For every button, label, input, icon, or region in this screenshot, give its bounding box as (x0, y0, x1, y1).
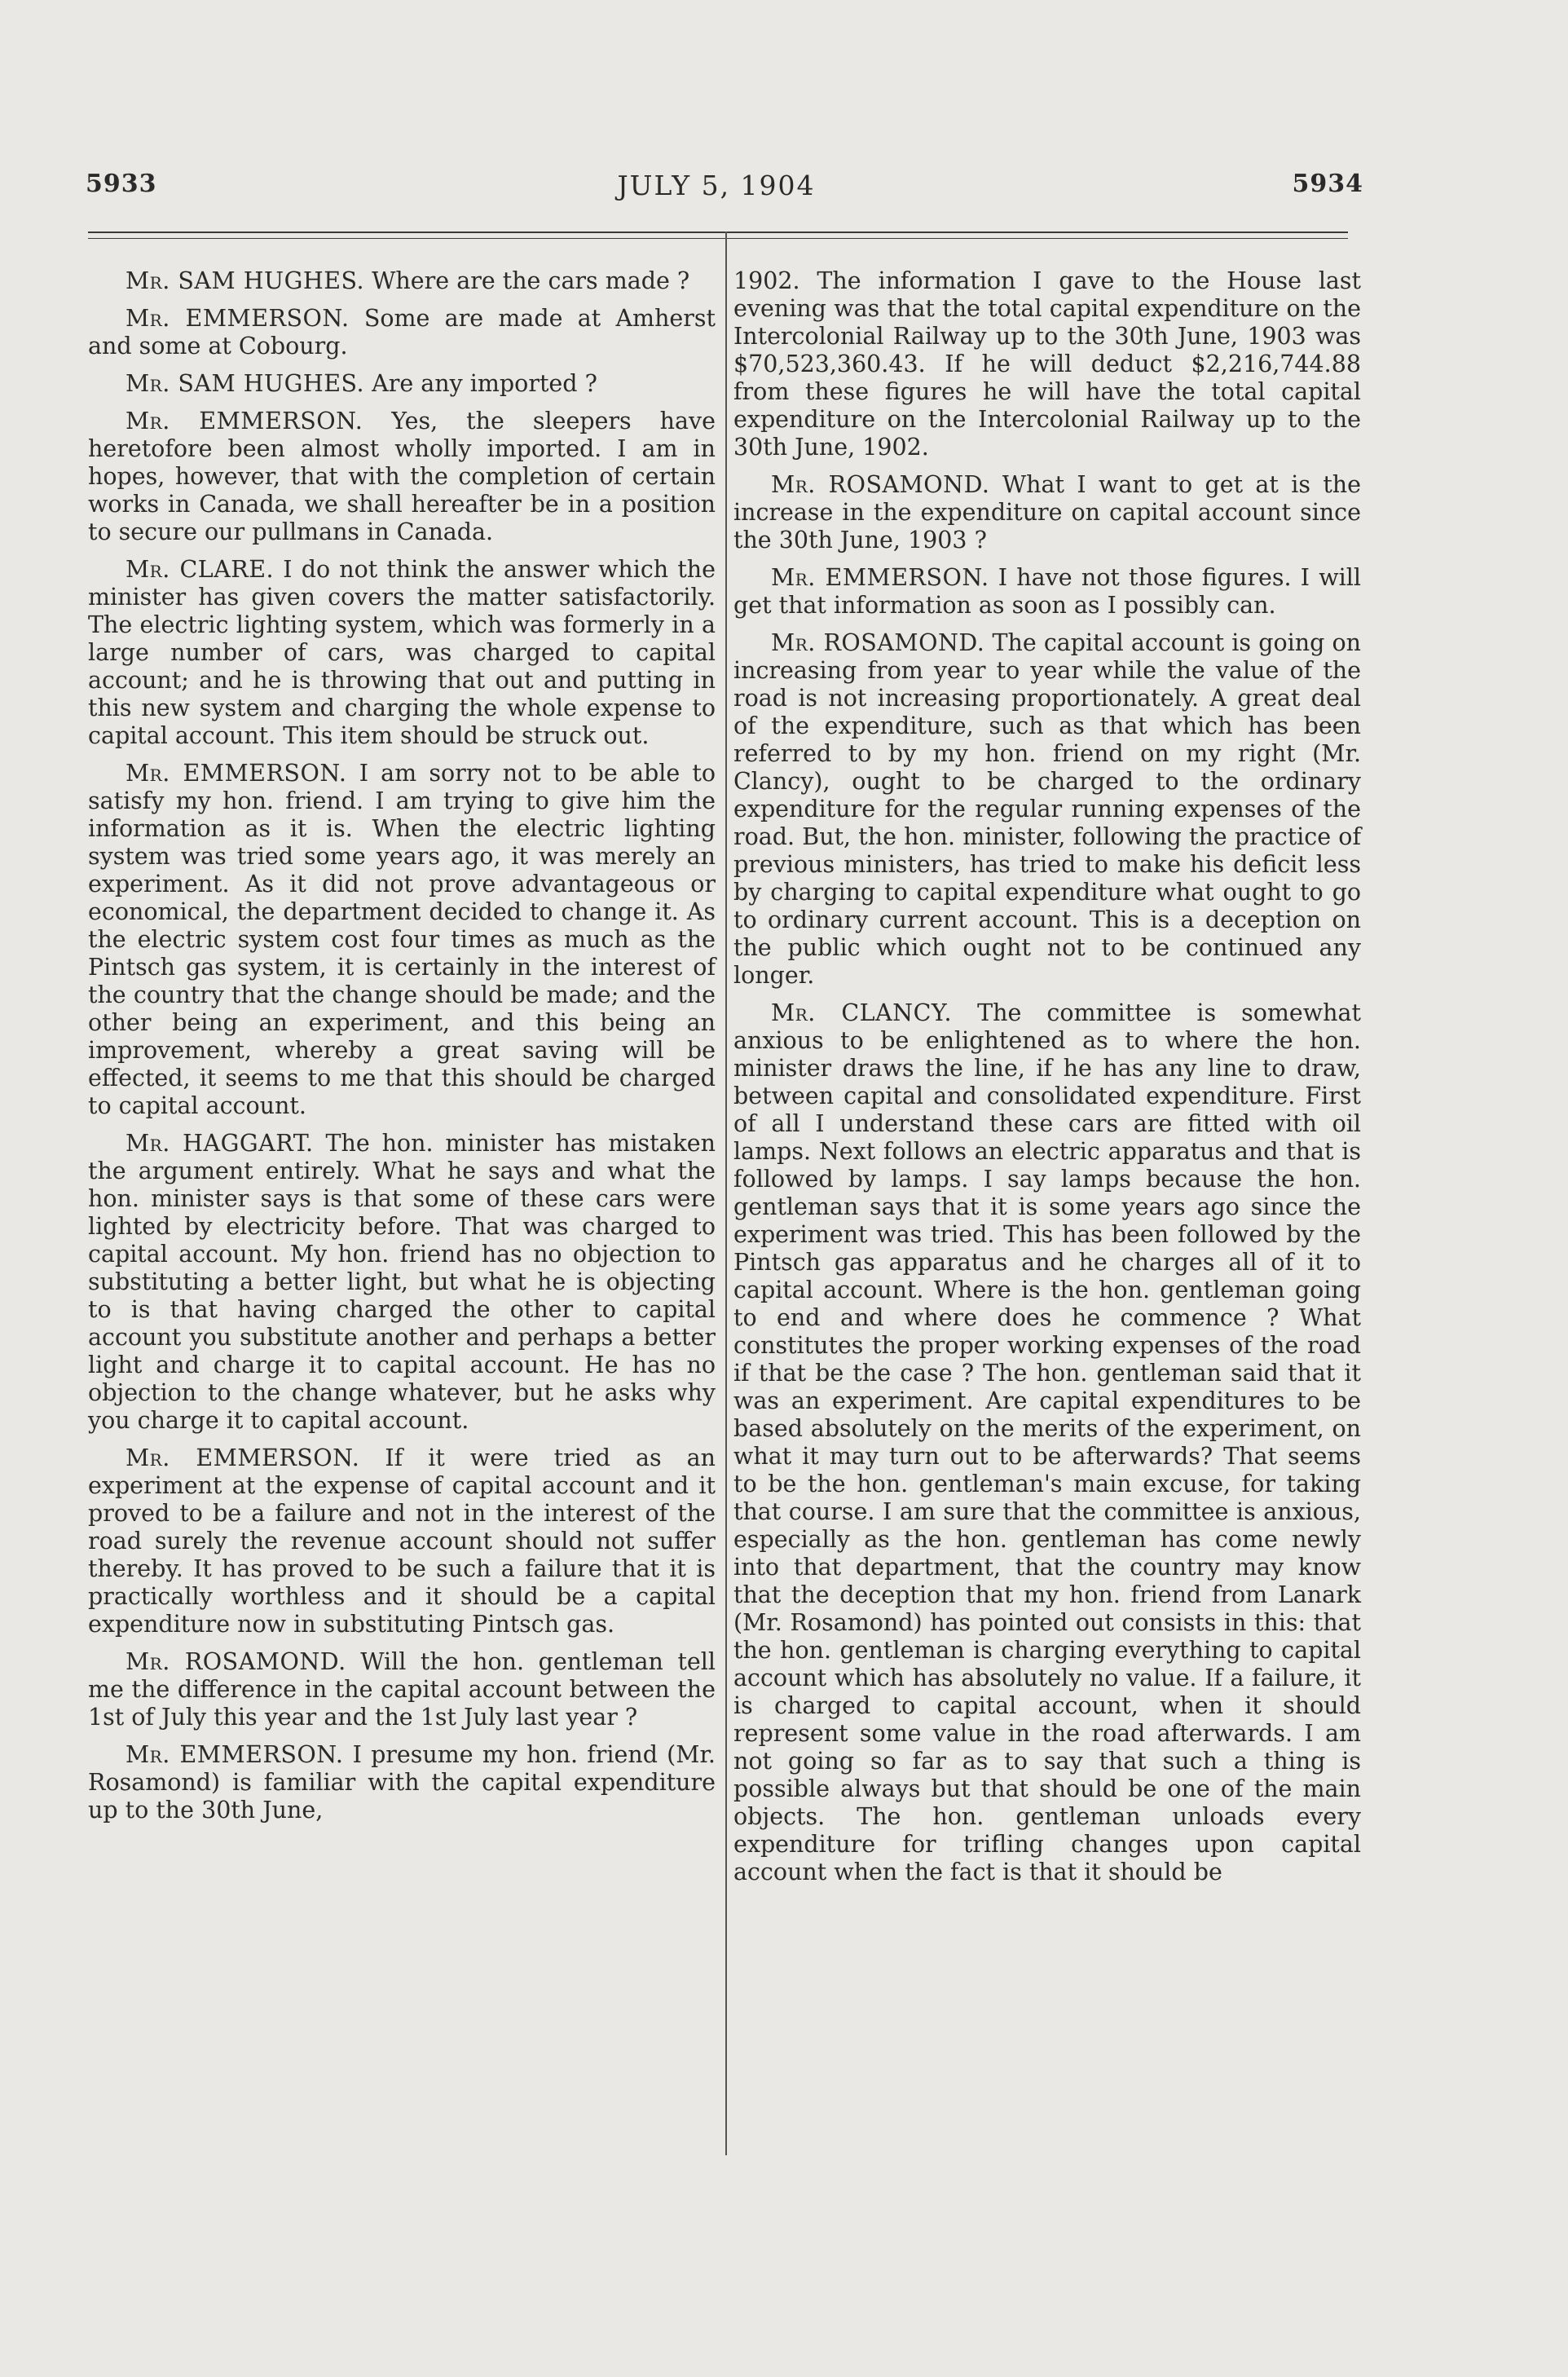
speaker-name: Mr. EMMERSON. (126, 408, 363, 434)
speech-text: The capital account is going on increasing from year to year while the value of the road is not increasing proportionately. A great deal of the expenditure, such as that which has been referred to by my hon. friend on my right (Mr. Clancy), ought to be charged to the ordinary expenditure for the regular running expenses of the road. But, the hon. minister, following the practice of previous ministers, has tried to make his deficit less by charging to capital expenditure what ought to go to ordinary current account. This is a deception on the public which ought not to be continued any longer. (733, 629, 1361, 989)
header-rule-bottom (88, 238, 1348, 239)
speaker-name: Mr. EMMERSON. (126, 1741, 344, 1768)
speaker-name: Mr. CLANCY. (771, 999, 953, 1026)
paragraph (733, 999, 1361, 1886)
speech-text: I do not think the answer which the minister has given covers the matter satisfactorily. The electric lighting system, which was formerly in a large number of cars, was charged to capital account; and he is throwing that out and putting in this new system and charging the whole expense to capital account. This item should be struck out. (88, 556, 716, 749)
paragraph (88, 556, 716, 750)
speaker-name: Mr. ROSAMOND. (771, 629, 985, 656)
paragraph (733, 471, 1361, 554)
paragraph (88, 1130, 716, 1435)
speaker-name: Mr. EMMERSON. (771, 564, 989, 591)
speaker-name: Mr. ROSAMOND. (771, 471, 990, 498)
paragraph (88, 1444, 716, 1638)
speaker-name: Mr. CLARE. (126, 556, 275, 583)
speech-text: Are any imported ? (372, 370, 597, 397)
paragraph (88, 760, 716, 1120)
speaker-name: Mr. EMMERSON. (126, 760, 347, 787)
header-rule-top (88, 232, 1348, 233)
paragraph (88, 408, 716, 546)
speech-text: 1902. The information I gave to the House last evening was that the total capital expenditure on the Intercolonial Railway up to the 30th June, 1903 was $70,523,360.43. If he will deduct $2,216,744.88 from these figures he will have the total capital expenditure on the Intercolonial Railway up to the 30th June, 1902. (733, 267, 1361, 461)
page-header (86, 170, 1363, 210)
speech-text: Where are the cars made ? (372, 267, 690, 294)
speech-text: I presume my hon. friend (Mr. Rosamond) is familiar with the capital expenditure up to the 30th June, (88, 1741, 716, 1824)
speech-text: If it were tried as an experiment at the expense of capital account and it proved to be a failure and not in the interest of the road surely the revenue account should not suffer thereby. It has proved to be such a failure that it is practically worthless and it should be a capital expenditure now in substituting Pintsch gas. (88, 1444, 716, 1638)
column-divider (725, 232, 727, 2155)
left-column (88, 267, 716, 1834)
speech-text: The hon. minister has mistaken the argument entirely. What he says and what the hon. minister says is that some of these cars were lighted by electricity before. That was charged to capital account. My hon. friend has no objection to substituting a better light, but what he is objecting to is that having charged the other to capital account you substitute another and perhaps a better light and charge it to capital account. He has no objection to the change whatever, but he asks why you charge it to capital account. (88, 1130, 716, 1434)
speech-text: I am sorry not to be able to satisfy my hon. friend. I am trying to give him the information as it is. When the electric lighting system was tried some years ago, it was merely an experiment. As it did not prove advantageous or economical, the department decided to change it. As the electric system cost four times as much as the Pintsch gas system, it is certainly in the interest of the country that the change should be made; and the other being an experiment, and this being an improvement, whereby a great saving will be effected, it seems to me that this should be charged to capital account. (88, 760, 716, 1119)
speech-text: What I want to get at is the increase in the expenditure on capital account since the 30th June, 1903 ? (733, 471, 1362, 553)
speaker-name: Mr. SAM HUGHES. (126, 267, 365, 294)
paragraph (733, 629, 1361, 990)
right-page-number: 5934 (1292, 170, 1363, 198)
speaker-name: Mr. EMMERSON. (126, 1444, 360, 1471)
paragraph (88, 267, 716, 295)
paragraph (88, 305, 716, 360)
speaker-name: Mr. SAM HUGHES. (126, 370, 365, 397)
speech-text: Some are made at Amherst and some at Cobourg. (88, 305, 716, 359)
speaker-name: Mr. HAGGART. (126, 1130, 314, 1157)
speech-text: The committee is somewhat anxious to be enlightened as to where the hon. minister draws the line, if he has any line to draw, between capital and consolidated expenditure. First of all I understand these cars are fitted with oil lamps. Next follows an electric apparatus and that is followed by lamps. I say lamps because the hon. gentleman says that it is some years ago since the experiment was tried. This has been followed by the Pintsch gas apparatus and he charges all of it to capital account. Where is the hon. gentleman going to end and where does he commence ? What constitutes the proper working expenses of the road if that be the case ? The hon. gentleman said that it was an experiment. Are capital expenditures to be based absolutely on the merits of the experiment, on what it may turn out to be afterwards? That seems to be the hon. gentleman's main excuse, for taking that course. I am sure that the committee is anxious, especially as the hon. gentleman has come newly into that department, that the country may know that the deception that my hon. friend from Lanark (Mr. Rosamond) has pointed out consists in this: that the hon. gentleman is charging everything to capital account which has absolutely no value. If a failure, it is charged to capital account, when it should represent some value in the road afterwards. I am not going so far as to say that such a thing is possible always but that should be one of the main objects. The hon. gentleman unloads every expenditure for trifling changes upon capital account when the fact is that it should be (733, 999, 1361, 1885)
speech-text: Yes, the sleepers have heretofore been almost wholly imported. I am in hopes, however, that with the completion of certain works in Canada, we shall hereafter be in a position to secure our pullmans in Canada. (88, 408, 716, 545)
page-date: JULY 5, 1904 (617, 170, 816, 201)
left-page-number: 5933 (86, 170, 157, 198)
paragraph (88, 370, 716, 398)
speaker-name: Mr. ROSAMOND. (126, 1648, 346, 1675)
paragraph (88, 1648, 716, 1731)
speech-text: I have not those figures. I will get that information as soon as I possibly can. (733, 564, 1362, 619)
right-column (733, 267, 1361, 1896)
paragraph (733, 564, 1361, 620)
speaker-name: Mr. EMMERSON. (126, 305, 350, 332)
paragraph (733, 267, 1361, 461)
speech-text: Will the hon. gentleman tell me the difference in the capital account between the 1st of July this year and the 1st July last year ? (88, 1648, 716, 1731)
paragraph (88, 1741, 716, 1824)
